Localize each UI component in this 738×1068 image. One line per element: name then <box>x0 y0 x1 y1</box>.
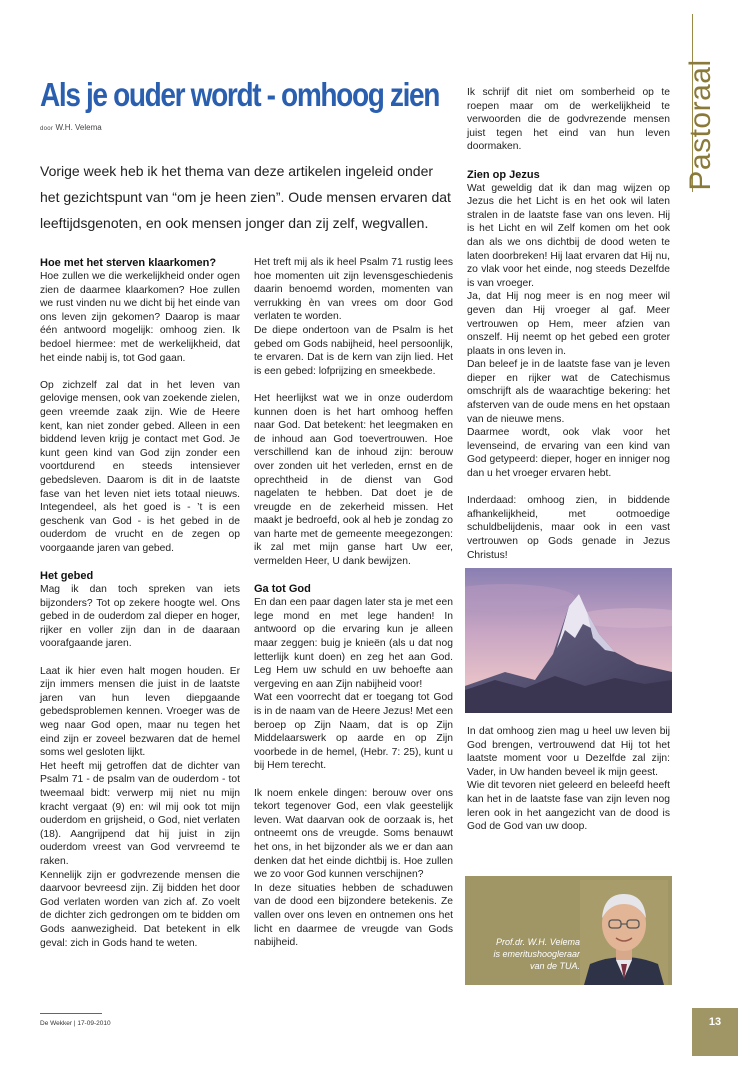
byline-author: W.H. Velema <box>55 123 102 132</box>
paragraph: Wat een voorrecht dat er toegang tot God is in de naam van de Heere Jezus! Met een beroep op Zijn Naam, dat is op Zijn Middelaarswerk op aarde en op Zijn voorbede in de hemel, (Hebr. 7: 25), kunt u bij Hem terecht. <box>254 692 453 772</box>
paragraph: Ja, dat Hij nog meer is en nog meer wil geven dan Hij vroeger al gaf. Meer vertrouwen op Hem, meer afzien van onszelf. Hij neemt op het gebed een groter plaats in ons leven in. <box>467 291 670 357</box>
byline <box>40 123 102 132</box>
byline-prefix: door <box>40 126 54 132</box>
paragraph: Het treft mij als ik heel Psalm 71 rustig lees hoe momenten uit zijn levensgeschiedenis daarin benoemd worden, momenten van verrukking èn van vrees om door God verlaten te worden. <box>254 257 453 323</box>
caption-line: van de TUA. <box>529 961 580 971</box>
heading-gebed: Het gebed <box>40 570 94 583</box>
paragraph: Hoe zullen we die werkelijkheid onder ogen zien de daarmee klaarkomen? Hoe zullen we rust vinden nu we dicht bij het einde van ons leven zijn gekomen? Daarop is maar één antwoord mogelijk: omhoog zien. Ik bedoel hiermee: met de werkelijkheid, dat het einde nabij is, tot God gaan. <box>40 271 240 364</box>
page-number-box <box>692 1008 738 1056</box>
paragraph: En dan een paar dagen later sta je met een lege mond en met lege handen! In antwoord op die ervaring kun je alleen maar zeggen: buig je knieën (als u dat nog letterlijk kunt doen) en zeg het aan God. Leg Hem uw schuld en uw behoefte aan vergeving en aan Zijn nabijheid voor! <box>254 597 453 690</box>
paragraph: Daarmee wordt, ook vlak voor het levenseind, de ervaring van een kind van God getypeerd: dieper, hoger en inniger nog dan u het vroeger ervaren hebt. <box>467 427 670 480</box>
column-3 <box>467 86 670 576</box>
heading-sterven: Hoe met het sterven klaarkomen? <box>40 257 217 269</box>
paragraph: In dat omhoog zien mag u heel uw leven bij God brengen, vertrouwend dat Hij tot het laatste moment voor u Dezelfde zal zijn: Vader, in Uw handen beveel ik mijn geest. <box>467 726 670 778</box>
article-title: Als je ouder wordt - omhoog zien <box>40 76 440 113</box>
section-label: Pastoraal <box>684 59 717 191</box>
paragraph: Het heerlijkst wat we in onze ouderdom kunnen doen is het hart omhoog heffen naar God. Dat betekent: het leegmaken en de inhoud aan God toevertrouwen. Hoe verschillend kan de inhoud zijn: berouw over zonden uit het verleden, ernst en de oprechtheid in de dienst van God nagelaten te hebben. Dat doet je de vreugde en de zekerheid missen. Het maakt je bedroefd, ook al heb je zondag zo van harte met de gemeente meegezongen: ik zal met mijn ganse hart Uw eer, vermelden Heer, U dank bewijzen. <box>254 392 453 568</box>
paragraph: Wie dit tevoren niet geleerd en beleefd heeft kan het in de laatste fase van zijn leven nog leren ook in het aangezicht van de dood is God de God van uw doop. <box>467 780 670 833</box>
paragraph: In deze situaties hebben de schaduwen van de dood een bijzondere betekenis. Ze vallen over ons leven en ontnemen ons het licht en daarmee de vreugde van Gods nabijheid. <box>254 882 453 949</box>
paragraph: Het heeft mij getroffen dat de dichter van Psalm 71 - de psalm van de ouderdom - tot tweemaal bidt: verwerp mij niet nu mijn kracht vergaat (9) en: wil mij ook tot mijn ouderdom en grijsheid, o God, niet verlaten (18). Aangrijpend dat hij juist in zijn ouderdom vreest van God vervreemd te raken. <box>40 760 240 867</box>
mountain-photo <box>465 568 672 713</box>
caption-line: is emeritushoogleraar <box>493 949 580 959</box>
paragraph: Op zichzelf zal dat in het leven van gelovige mensen, ook van zoekende zielen, geen vreemde zaak zijn. Wie de Heere kent, kan niet zonder gebed. Alleen in een biddend leven krijg je contact met God. Je kunt geen kind van God zijn zonder een voortdurend en steeds intensiever gebedsleven. Daarom is dit in de laatste fase van het leven niet iets totaal nieuws. Integendeel, als het goed is - ’t is een geschenk van God - is het gebed in de ouderdom de vrucht en de zegen op voorgaande jaren van gebed. <box>40 379 240 554</box>
author-box <box>465 876 672 985</box>
footer-rule <box>40 1013 102 1014</box>
paragraph: Kennelijk zijn er godvrezende mensen die daarvoor bevreesd zijn. Zij bidden het door God verlaten worden van zich af. Zo voelt de dichter zich gedrongen om te bidden om Gods aanwezigheid. Dat betekent in elk geval: zich in Gods hand te weten. <box>40 869 240 949</box>
page-number: 13 <box>708 1016 722 1028</box>
column-3-continued <box>467 725 670 847</box>
author-portrait <box>580 880 668 985</box>
author-caption <box>470 936 580 972</box>
paragraph: Inderdaad: omhoog zien, in biddende afhankelijkheid, met ootmoedige schuldbelijdenis, maar ook in een vast vertrouwen op Gods genade in Jezus Christus! <box>467 495 670 561</box>
paragraph: Mag ik dan toch spreken van iets bijzonders? Tot op zekere hoogte wel. Ons gebed in de ouderdom zal dieper en hoger, rijker en voller zijn dan in de daaraan voorafgaande jaren. <box>40 584 240 650</box>
paragraph: Laat ik hier even halt mogen houden. Er zijn immers mensen die juist in de laatste jaren van hun leven diepgaande gebedsproblemen kennen. Vroeger was de weg naar God open, maar nu tegen het eind zijn er zoveel bezwaren dat de hemel soms wel gesloten lijkt. <box>40 665 240 759</box>
heading-zien-op-jezus: Zien op Jezus <box>467 168 540 181</box>
column-1 <box>40 256 240 964</box>
lead-paragraph: Vorige week heb ik het thema van deze artikelen ingeleid onder het gezichtspunt van “om je heen zien”. Oude mensen ervaren dat leeftijdsgenoten, en ook mensen jonger dan zij zelf, wegvallen. <box>40 163 451 231</box>
heading-ga-tot-god: Ga tot God <box>254 583 311 596</box>
footer-source: De Wekker | 17-09-2010 <box>40 1020 111 1027</box>
column-2 <box>254 256 453 963</box>
caption-line: Prof.dr. W.H. Velema <box>495 937 580 947</box>
paragraph: Wat geweldig dat ik dan mag wijzen op Jezus die het Licht is en het ook wil laten stralen in de laatste fase van ons leven. Hij is het Licht en wil Zelf komen om het ook dan als we ons dichtbij de dood weten te laten doorbreken! Hij laat ervaren dat Hij nu, zo vlak voor het einde, nog steeds Dezelfde is van vroeger. <box>467 182 670 289</box>
paragraph: De diepe ondertoon van de Psalm is het gebed om Gods nabijheid, heel persoonlijk, te ervaren. Dat is de kern van zijn lied. Het is een gebed: lofprijzing en smeekbede. <box>254 324 453 377</box>
paragraph: Dan beleef je in de laatste fase van je leven dieper en rijker wat de Catechismus omschrijft als de waarachtige bekering: het afsterven van de oude mens en het opstaan van de nieuwe mens. <box>467 359 670 425</box>
paragraph: Ik noem enkele dingen: berouw over ons tekort tegenover God, een vlak geestelijk leven. Wat daarvan ook de oorzaak is, het ontneemt ons de vreugde. Soms benauwt het ons, in het bijzonder als we er dan aan denken dat het einde dichtbij is. Hoe zullen we zo voor God kunnen verschijnen? <box>254 787 453 881</box>
paragraph: Ik schrijf dit niet om somberheid op te roepen maar om de werkelijkheid te verwoorden die de godvrezende mensen juist tegen het eind van hun leven doormaken. <box>467 87 670 153</box>
